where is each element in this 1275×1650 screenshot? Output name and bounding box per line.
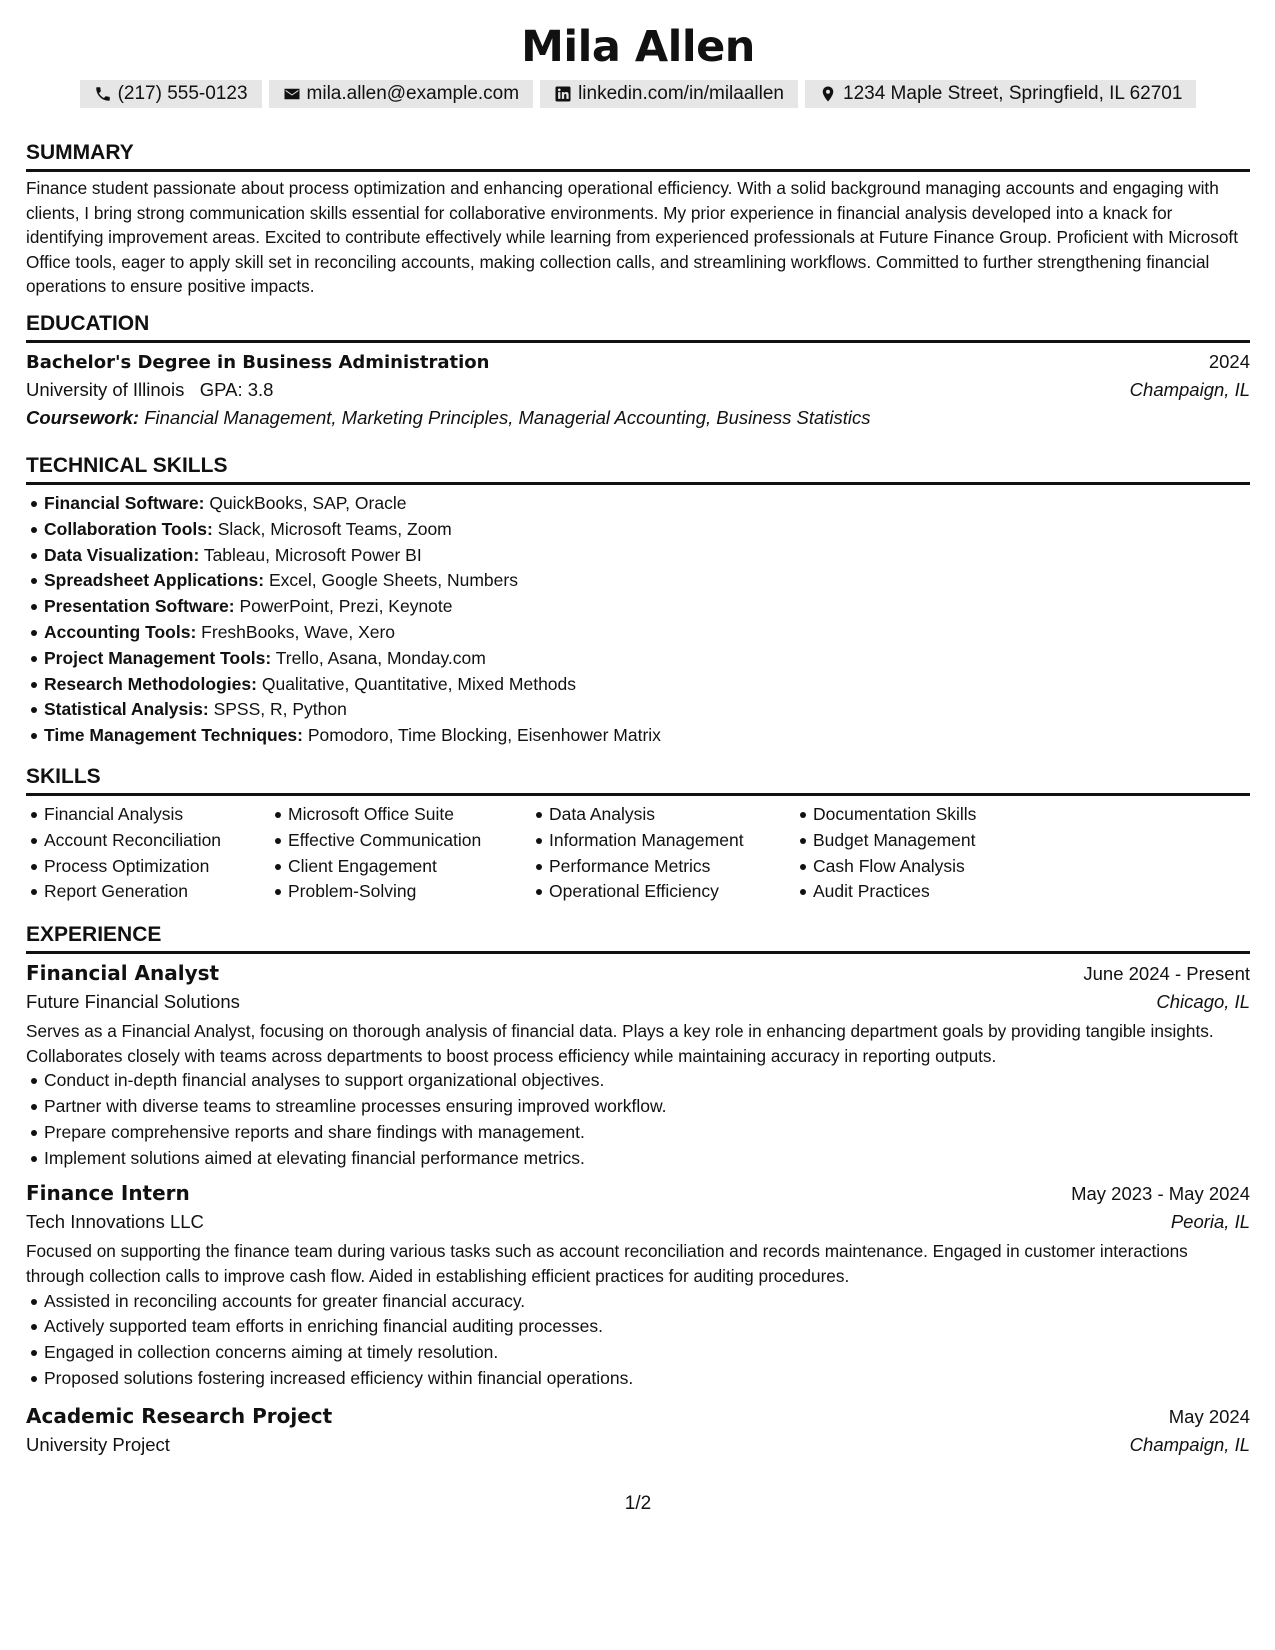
map-pin-icon <box>819 85 837 103</box>
list-item <box>44 517 1250 543</box>
contact-phone[interactable] <box>80 80 262 108</box>
skill-values: Excel, Google Sheets, Numbers <box>268 570 518 591</box>
list-item <box>44 568 1250 594</box>
technical-skills-section <box>26 453 1250 749</box>
skill-values: SPSS, R, Python <box>213 699 347 720</box>
job-description: Focused on supporting the finance team during various tasks such as account reconciliation and records maintenance. Engaged in customer interactions through collection calls to improve cash flow. Aided in establishing efficient practices for auditing procedures. <box>26 1241 1188 1286</box>
company-name: Future Financial Solutions <box>26 991 240 1012</box>
list-item: Process Optimization <box>44 854 270 880</box>
coursework-label: Coursework: <box>26 407 140 428</box>
list-item: Conduct in-depth financial analyses to support organizational objectives. <box>44 1068 1250 1094</box>
skill-values: Qualitative, Quantitative, Mixed Methods <box>261 673 577 694</box>
list-item <box>44 646 1250 672</box>
list-item: Prepare comprehensive reports and share findings with management. <box>44 1120 1250 1146</box>
list-item: Audit Practices <box>813 879 1053 905</box>
degree-year: 2024 <box>1208 351 1250 372</box>
candidate-name: Mila Allen <box>521 22 755 72</box>
job-entry <box>26 1181 1250 1391</box>
address-text: 1234 Maple Street, Springfield, IL 62701 <box>843 83 1183 104</box>
education-section <box>26 311 1250 429</box>
job-dates: June 2024 - Present <box>1083 963 1250 984</box>
skills-column <box>26 802 270 905</box>
list-item: Client Engagement <box>288 854 531 880</box>
job-location: Chicago, IL <box>1156 991 1250 1012</box>
skill-category: Time Management Techniques: <box>44 725 303 746</box>
list-item: Information Management <box>549 828 795 854</box>
list-item <box>44 697 1250 723</box>
job-entry <box>26 1404 1250 1456</box>
list-item <box>44 543 1250 569</box>
technical-skills-heading: TECHNICAL SKILLS <box>26 453 1250 485</box>
list-item: Data Analysis <box>549 802 795 828</box>
skill-category: Accounting Tools: <box>44 621 197 642</box>
list-item <box>44 672 1250 698</box>
job-description: Serves as a Financial Analyst, focusing on thorough analysis of financial data. Plays a key role in enhancing department goals by providing tangible insights. Collaborates closely with teams across departments to boost process efficiency while maintaining accuracy in reporting outputs. <box>26 1021 1214 1066</box>
skill-category: Presentation Software: <box>44 596 235 617</box>
education-heading: EDUCATION <box>26 311 1250 343</box>
list-item: Problem-Solving <box>288 879 531 905</box>
contact-linkedin[interactable] <box>540 80 798 108</box>
envelope-icon <box>283 85 301 103</box>
linkedin-icon <box>554 85 572 103</box>
company-name: Tech Innovations LLC <box>26 1211 204 1233</box>
gpa: GPA: 3.8 <box>199 379 274 400</box>
skill-values: QuickBooks, SAP, Oracle <box>209 493 407 513</box>
job-location: Peoria, IL <box>1170 1211 1250 1233</box>
skills-heading: SKILLS <box>26 764 1250 796</box>
list-item: Proposed solutions fostering increased efficiency within financial operations. <box>44 1366 1250 1392</box>
email-text: mila.allen@example.com <box>306 83 520 104</box>
skills-column <box>270 802 531 905</box>
job-dates: May 2023 - May 2024 <box>1071 1183 1250 1205</box>
contact-address[interactable] <box>805 80 1196 108</box>
company-name: University Project <box>26 1433 170 1455</box>
list-item: Assisted in reconciling accounts for greater financial accuracy. <box>44 1289 1250 1315</box>
skill-category: Spreadsheet Applications: <box>44 570 265 591</box>
list-item: Report Generation <box>44 879 270 905</box>
list-item: Implement solutions aimed at elevating financial performance metrics. <box>44 1146 1250 1172</box>
job-bullets <box>26 1068 1250 1171</box>
list-item: Account Reconciliation <box>44 828 270 854</box>
phone-icon <box>94 85 112 103</box>
list-item: Financial Analysis <box>44 802 270 828</box>
experience-heading: EXPERIENCE <box>26 922 1250 954</box>
resume-page <box>26 0 1250 1650</box>
school-name: University of Illinois <box>26 379 185 400</box>
job-bullets <box>26 1289 1250 1392</box>
skill-category: Financial Software: <box>44 493 205 513</box>
page-number: 1/2 <box>624 1493 652 1514</box>
contact-bar <box>26 80 1250 108</box>
school-location: Champaign, IL <box>1129 379 1250 400</box>
list-item: Budget Management <box>813 828 1053 854</box>
skill-values: FreshBooks, Wave, Xero <box>201 621 396 642</box>
skill-values: Slack, Microsoft Teams, Zoom <box>217 518 452 539</box>
skill-category: Data Visualization: <box>44 544 200 565</box>
list-item: Cash Flow Analysis <box>813 854 1053 880</box>
list-item <box>44 723 1250 749</box>
list-item: Performance Metrics <box>549 854 795 880</box>
job-title: Financial Analyst <box>26 961 220 985</box>
skill-category: Project Management Tools: <box>44 647 272 668</box>
list-item <box>44 594 1250 620</box>
skill-values: Trello, Asana, Monday.com <box>275 647 486 668</box>
list-item: Engaged in collection concerns aiming at timely resolution. <box>44 1340 1250 1366</box>
skill-values: Tableau, Microsoft Power BI <box>203 544 422 565</box>
skills-section <box>26 764 1250 905</box>
school-line <box>26 379 273 401</box>
skills-column <box>795 802 1053 905</box>
degree-title: Bachelor's Degree in Business Administration <box>26 352 490 373</box>
list-item: Operational Efficiency <box>549 879 795 905</box>
summary-heading: SUMMARY <box>26 140 1250 172</box>
summary-text: Finance student passionate about process optimization and enhancing operational efficiency. With a solid background managing accounts and engaging with clients, I bring strong communication skills essential for collaborative environments. My prior experience in financial analysis developed into a knack for identifying improvement areas. Excited to contribute effectively while learning from experienced professionals at Future Finance Group. Proficient with Microsoft Office tools, eager to apply skill set in reconciling accounts, making collection calls, and streamlining workflows. Committed to further strengthening financial operations to ensure positive impacts. <box>26 178 1238 297</box>
list-item <box>44 620 1250 646</box>
skill-values: Pomodoro, Time Blocking, Eisenhower Matrix <box>307 725 661 746</box>
skill-category: Research Methodologies: <box>44 673 257 694</box>
skill-category: Collaboration Tools: <box>44 518 213 539</box>
list-item <box>44 491 1250 517</box>
job-entry <box>26 961 1250 1171</box>
list-item: Microsoft Office Suite <box>288 802 531 828</box>
summary-section <box>26 140 1250 299</box>
job-title: Academic Research Project <box>26 1403 333 1428</box>
list-item: Effective Communication <box>288 828 531 854</box>
skills-grid <box>26 802 1250 905</box>
contact-email[interactable] <box>269 80 534 108</box>
list-item: Partner with diverse teams to streamline processes ensuring improved workflow. <box>44 1094 1250 1120</box>
skill-values: PowerPoint, Prezi, Keynote <box>239 596 453 617</box>
list-item: Actively supported team efforts in enriching financial auditing processes. <box>44 1314 1250 1340</box>
coursework-list: Financial Management, Marketing Principles, Managerial Accounting, Business Statistics <box>144 407 871 428</box>
job-location: Champaign, IL <box>1129 1433 1250 1455</box>
job-title: Finance Intern <box>26 1181 190 1206</box>
technical-skills-list <box>26 491 1250 749</box>
job-dates: May 2024 <box>1168 1405 1250 1427</box>
skill-category: Statistical Analysis: <box>44 699 209 720</box>
linkedin-text: linkedin.com/in/milaallen <box>578 83 784 104</box>
coursework-line <box>26 407 1250 429</box>
experience-section <box>26 922 1250 1456</box>
phone-text: (217) 555-0123 <box>117 83 248 104</box>
list-item: Documentation Skills <box>813 802 1053 828</box>
skills-column <box>531 802 795 905</box>
